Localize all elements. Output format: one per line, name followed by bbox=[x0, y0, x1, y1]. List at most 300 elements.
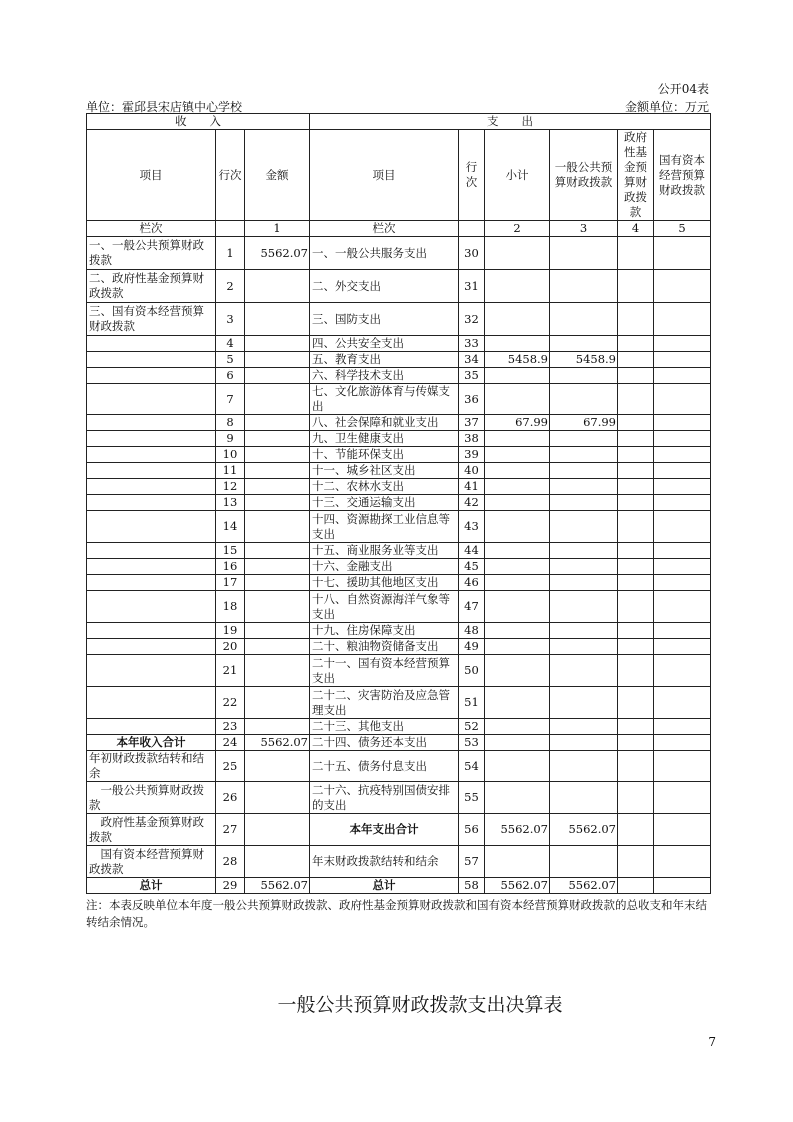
general-budget-amount bbox=[550, 237, 618, 270]
general-budget-amount bbox=[550, 591, 618, 623]
expense-subtotal bbox=[485, 495, 550, 511]
state-capital-amount bbox=[654, 575, 711, 591]
expense-item: 二十四、债务还本支出 bbox=[310, 735, 459, 751]
state-capital-amount bbox=[654, 368, 711, 384]
column-index: 5 bbox=[654, 221, 711, 237]
expense-subtotal bbox=[485, 463, 550, 479]
column-index: 2 bbox=[485, 221, 550, 237]
general-budget-amount bbox=[550, 336, 618, 352]
expense-line: 38 bbox=[459, 431, 485, 447]
expense-item: 六、科学技术支出 bbox=[310, 368, 459, 384]
state-capital-amount bbox=[654, 447, 711, 463]
income-line: 24 bbox=[216, 735, 245, 751]
income-amount bbox=[245, 846, 310, 878]
expense-subtotal bbox=[485, 543, 550, 559]
expense-subtotal bbox=[485, 368, 550, 384]
general-budget-amount bbox=[550, 463, 618, 479]
table-row bbox=[87, 447, 711, 463]
income-item: 二、政府性基金预算财政拨款 bbox=[87, 270, 216, 303]
gov-fund-amount bbox=[618, 735, 654, 751]
expense-subtotal bbox=[485, 719, 550, 735]
gov-fund-amount bbox=[618, 591, 654, 623]
expense-line: 47 bbox=[459, 591, 485, 623]
expense-item: 五、教育支出 bbox=[310, 352, 459, 368]
income-line: 25 bbox=[216, 751, 245, 782]
table-row bbox=[87, 463, 711, 479]
income-item bbox=[87, 687, 216, 719]
table-row bbox=[87, 479, 711, 495]
income-amount bbox=[245, 559, 310, 575]
expense-item: 四、公共安全支出 bbox=[310, 336, 459, 352]
income-item bbox=[87, 463, 216, 479]
gov-fund-amount bbox=[618, 511, 654, 543]
income-item bbox=[87, 639, 216, 655]
income-line: 11 bbox=[216, 463, 245, 479]
table-row bbox=[87, 623, 711, 639]
gov-fund-amount bbox=[618, 479, 654, 495]
income-item bbox=[87, 623, 216, 639]
expense-subtotal: 5562.07 bbox=[485, 878, 550, 894]
expense-subtotal: 5458.9 bbox=[485, 352, 550, 368]
column-index: 3 bbox=[550, 221, 618, 237]
expense-line: 52 bbox=[459, 719, 485, 735]
income-item: 三、国有资本经营预算财政拨款 bbox=[87, 303, 216, 336]
table-row bbox=[87, 431, 711, 447]
income-line: 15 bbox=[216, 543, 245, 559]
column-header: 国有资本经营预算财政拨款 bbox=[654, 130, 711, 221]
expense-item: 一、一般公共服务支出 bbox=[310, 237, 459, 270]
income-item bbox=[87, 543, 216, 559]
general-budget-amount bbox=[550, 639, 618, 655]
expense-line: 35 bbox=[459, 368, 485, 384]
column-index: 栏次 bbox=[310, 221, 459, 237]
state-capital-amount bbox=[654, 479, 711, 495]
income-amount bbox=[245, 415, 310, 431]
expense-subtotal bbox=[485, 591, 550, 623]
general-budget-amount: 5562.07 bbox=[550, 878, 618, 894]
state-capital-amount bbox=[654, 415, 711, 431]
page-number: 7 bbox=[708, 1035, 716, 1049]
expense-subtotal bbox=[485, 639, 550, 655]
income-line: 28 bbox=[216, 846, 245, 878]
table-row bbox=[87, 543, 711, 559]
expense-item: 十六、金融支出 bbox=[310, 559, 459, 575]
state-capital-amount bbox=[654, 655, 711, 687]
expense-line: 50 bbox=[459, 655, 485, 687]
gov-fund-amount bbox=[618, 431, 654, 447]
table-row bbox=[87, 655, 711, 687]
table-row bbox=[87, 368, 711, 384]
general-budget-amount bbox=[550, 511, 618, 543]
expense-subtotal bbox=[485, 655, 550, 687]
expense-item: 十四、资源勘探工业信息等支出 bbox=[310, 511, 459, 543]
income-item bbox=[87, 415, 216, 431]
table-row bbox=[87, 495, 711, 511]
gov-fund-amount bbox=[618, 575, 654, 591]
general-budget-amount bbox=[550, 303, 618, 336]
table-row bbox=[87, 735, 711, 751]
column-header: 金额 bbox=[245, 130, 310, 221]
table-row bbox=[87, 237, 711, 270]
income-line: 14 bbox=[216, 511, 245, 543]
gov-fund-amount bbox=[618, 447, 654, 463]
table-row bbox=[87, 751, 711, 782]
expense-subtotal bbox=[485, 447, 550, 463]
expense-line: 58 bbox=[459, 878, 485, 894]
gov-fund-amount bbox=[618, 384, 654, 415]
expense-line: 40 bbox=[459, 463, 485, 479]
table-row bbox=[87, 687, 711, 719]
general-budget-amount bbox=[550, 368, 618, 384]
income-line: 8 bbox=[216, 415, 245, 431]
income-amount bbox=[245, 687, 310, 719]
gov-fund-amount bbox=[618, 303, 654, 336]
income-item bbox=[87, 384, 216, 415]
general-budget-amount bbox=[550, 655, 618, 687]
gov-fund-amount bbox=[618, 270, 654, 303]
expense-item: 十五、商业服务业等支出 bbox=[310, 543, 459, 559]
income-item bbox=[87, 655, 216, 687]
income-amount bbox=[245, 336, 310, 352]
income-line: 26 bbox=[216, 782, 245, 814]
table-row bbox=[87, 591, 711, 623]
table-row bbox=[87, 719, 711, 735]
state-capital-amount bbox=[654, 511, 711, 543]
expense-line: 54 bbox=[459, 751, 485, 782]
table-row bbox=[87, 336, 711, 352]
income-amount bbox=[245, 495, 310, 511]
income-line: 16 bbox=[216, 559, 245, 575]
gov-fund-amount bbox=[618, 495, 654, 511]
column-header: 项目 bbox=[310, 130, 459, 221]
gov-fund-amount bbox=[618, 543, 654, 559]
gov-fund-amount bbox=[618, 623, 654, 639]
column-header: 行次 bbox=[459, 130, 485, 221]
gov-fund-amount bbox=[618, 846, 654, 878]
income-amount bbox=[245, 575, 310, 591]
column-header: 小计 bbox=[485, 130, 550, 221]
page-content bbox=[86, 113, 716, 1049]
expense-subtotal bbox=[485, 303, 550, 336]
income-amount bbox=[245, 591, 310, 623]
income-item bbox=[87, 591, 216, 623]
table-row bbox=[87, 846, 711, 878]
expense-item: 十九、住房保障支出 bbox=[310, 623, 459, 639]
income-item: 一般公共预算财政拨款 bbox=[87, 782, 216, 814]
state-capital-amount bbox=[654, 463, 711, 479]
gov-fund-amount bbox=[618, 352, 654, 368]
column-index: 1 bbox=[245, 221, 310, 237]
expense-item: 八、社会保障和就业支出 bbox=[310, 415, 459, 431]
reporting-unit: 单位：霍邱县宋店镇中心学校 bbox=[86, 100, 243, 114]
expense-subtotal bbox=[485, 431, 550, 447]
expense-line: 46 bbox=[459, 575, 485, 591]
expense-line: 34 bbox=[459, 352, 485, 368]
next-table-title: 一般公共预算财政拨款支出决算表 bbox=[277, 994, 563, 1016]
expense-line: 56 bbox=[459, 814, 485, 846]
expense-header: 支 出 bbox=[310, 114, 711, 130]
income-item bbox=[87, 447, 216, 463]
expense-line: 44 bbox=[459, 543, 485, 559]
income-line: 19 bbox=[216, 623, 245, 639]
expense-item: 七、文化旅游体育与传媒支出 bbox=[310, 384, 459, 415]
money-unit: 金额单位：万元 bbox=[624, 100, 709, 114]
expense-subtotal bbox=[485, 479, 550, 495]
expense-subtotal bbox=[485, 559, 550, 575]
income-item bbox=[87, 431, 216, 447]
gov-fund-amount bbox=[618, 559, 654, 575]
column-header: 政府性基金预算财政拨款 bbox=[618, 130, 654, 221]
income-amount bbox=[245, 543, 310, 559]
income-amount bbox=[245, 814, 310, 846]
state-capital-amount bbox=[654, 336, 711, 352]
income-line: 17 bbox=[216, 575, 245, 591]
general-budget-amount bbox=[550, 431, 618, 447]
income-line: 5 bbox=[216, 352, 245, 368]
form-number: 公开04表 bbox=[657, 82, 709, 96]
state-capital-amount bbox=[654, 431, 711, 447]
general-budget-amount bbox=[550, 270, 618, 303]
table-row bbox=[87, 814, 711, 846]
expense-subtotal: 67.99 bbox=[485, 415, 550, 431]
expense-item: 十八、自然资源海洋气象等支出 bbox=[310, 591, 459, 623]
income-item bbox=[87, 336, 216, 352]
income-line: 10 bbox=[216, 447, 245, 463]
income-item: 一、一般公共预算财政拨款 bbox=[87, 237, 216, 270]
income-amount bbox=[245, 655, 310, 687]
expense-line: 41 bbox=[459, 479, 485, 495]
gov-fund-amount bbox=[618, 237, 654, 270]
state-capital-amount bbox=[654, 384, 711, 415]
general-budget-amount: 5562.07 bbox=[550, 814, 618, 846]
income-item: 本年收入合计 bbox=[87, 735, 216, 751]
expense-item: 十一、城乡社区支出 bbox=[310, 463, 459, 479]
income-amount bbox=[245, 384, 310, 415]
table-row bbox=[87, 782, 711, 814]
expense-subtotal bbox=[485, 687, 550, 719]
general-budget-amount bbox=[550, 543, 618, 559]
gov-fund-amount bbox=[618, 639, 654, 655]
column-index bbox=[216, 221, 245, 237]
income-line: 27 bbox=[216, 814, 245, 846]
column-index bbox=[459, 221, 485, 237]
gov-fund-amount bbox=[618, 415, 654, 431]
general-budget-amount bbox=[550, 735, 618, 751]
expense-line: 51 bbox=[459, 687, 485, 719]
income-line: 13 bbox=[216, 495, 245, 511]
income-item bbox=[87, 511, 216, 543]
expense-line: 37 bbox=[459, 415, 485, 431]
general-budget-amount bbox=[550, 575, 618, 591]
state-capital-amount bbox=[654, 495, 711, 511]
expense-line: 57 bbox=[459, 846, 485, 878]
income-item bbox=[87, 495, 216, 511]
gov-fund-amount bbox=[618, 463, 654, 479]
gov-fund-amount bbox=[618, 687, 654, 719]
income-amount bbox=[245, 623, 310, 639]
state-capital-amount bbox=[654, 352, 711, 368]
expense-item: 二十、粮油物资储备支出 bbox=[310, 639, 459, 655]
general-budget-amount bbox=[550, 559, 618, 575]
state-capital-amount bbox=[654, 623, 711, 639]
gov-fund-amount bbox=[618, 719, 654, 735]
state-capital-amount bbox=[654, 270, 711, 303]
income-line: 21 bbox=[216, 655, 245, 687]
general-budget-amount bbox=[550, 479, 618, 495]
table-row bbox=[87, 511, 711, 543]
column-header: 一般公共预算财政拨款 bbox=[550, 130, 618, 221]
income-item bbox=[87, 559, 216, 575]
income-item bbox=[87, 368, 216, 384]
gov-fund-amount bbox=[618, 368, 654, 384]
column-header: 行次 bbox=[216, 130, 245, 221]
general-budget-amount bbox=[550, 846, 618, 878]
income-amount bbox=[245, 447, 310, 463]
expense-subtotal bbox=[485, 270, 550, 303]
gov-fund-amount bbox=[618, 782, 654, 814]
gov-fund-amount bbox=[618, 878, 654, 894]
expense-line: 39 bbox=[459, 447, 485, 463]
expense-subtotal bbox=[485, 511, 550, 543]
expense-line: 42 bbox=[459, 495, 485, 511]
expense-subtotal bbox=[485, 846, 550, 878]
table-row bbox=[87, 415, 711, 431]
income-item bbox=[87, 479, 216, 495]
income-item: 国有资本经营预算财政拨款 bbox=[87, 846, 216, 878]
general-budget-amount bbox=[550, 782, 618, 814]
general-budget-amount: 5458.9 bbox=[550, 352, 618, 368]
income-line: 20 bbox=[216, 639, 245, 655]
income-amount bbox=[245, 463, 310, 479]
income-item bbox=[87, 575, 216, 591]
state-capital-amount bbox=[654, 782, 711, 814]
expense-item: 二十二、灾害防治及应急管理支出 bbox=[310, 687, 459, 719]
general-budget-amount bbox=[550, 751, 618, 782]
state-capital-amount bbox=[654, 543, 711, 559]
expense-line: 31 bbox=[459, 270, 485, 303]
expense-item: 总计 bbox=[310, 878, 459, 894]
state-capital-amount bbox=[654, 846, 711, 878]
column-index: 4 bbox=[618, 221, 654, 237]
table-row bbox=[87, 270, 711, 303]
income-line: 12 bbox=[216, 479, 245, 495]
table-row bbox=[87, 303, 711, 336]
income-amount bbox=[245, 431, 310, 447]
state-capital-amount bbox=[654, 237, 711, 270]
state-capital-amount bbox=[654, 878, 711, 894]
income-amount bbox=[245, 303, 310, 336]
income-item: 政府性基金预算财政拨款 bbox=[87, 814, 216, 846]
expense-subtotal bbox=[485, 735, 550, 751]
expense-item: 十三、交通运输支出 bbox=[310, 495, 459, 511]
table-row bbox=[87, 639, 711, 655]
state-capital-amount bbox=[654, 751, 711, 782]
gov-fund-amount bbox=[618, 655, 654, 687]
income-line: 23 bbox=[216, 719, 245, 735]
table-row bbox=[87, 559, 711, 575]
income-amount bbox=[245, 352, 310, 368]
expense-line: 30 bbox=[459, 237, 485, 270]
expense-item: 二十六、抗疫特别国债安排的支出 bbox=[310, 782, 459, 814]
expense-item: 年末财政拨款结转和结余 bbox=[310, 846, 459, 878]
income-item: 总计 bbox=[87, 878, 216, 894]
income-line: 18 bbox=[216, 591, 245, 623]
income-amount bbox=[245, 719, 310, 735]
state-capital-amount bbox=[654, 591, 711, 623]
income-line: 3 bbox=[216, 303, 245, 336]
income-amount bbox=[245, 479, 310, 495]
expense-line: 55 bbox=[459, 782, 485, 814]
expense-subtotal bbox=[485, 623, 550, 639]
income-amount bbox=[245, 270, 310, 303]
state-capital-amount bbox=[654, 559, 711, 575]
income-amount bbox=[245, 511, 310, 543]
expense-item: 本年支出合计 bbox=[310, 814, 459, 846]
state-capital-amount bbox=[654, 814, 711, 846]
income-line: 1 bbox=[216, 237, 245, 270]
income-item: 年初财政拨款结转和结余 bbox=[87, 751, 216, 782]
state-capital-amount bbox=[654, 719, 711, 735]
income-line: 29 bbox=[216, 878, 245, 894]
expense-item: 十七、援助其他地区支出 bbox=[310, 575, 459, 591]
expense-subtotal bbox=[485, 384, 550, 415]
expense-subtotal bbox=[485, 751, 550, 782]
income-header: 收 入 bbox=[87, 114, 310, 130]
general-budget-amount bbox=[550, 495, 618, 511]
column-index: 栏次 bbox=[87, 221, 216, 237]
income-amount bbox=[245, 639, 310, 655]
column-header: 项目 bbox=[87, 130, 216, 221]
state-capital-amount bbox=[654, 735, 711, 751]
table-row bbox=[87, 384, 711, 415]
expense-subtotal: 5562.07 bbox=[485, 814, 550, 846]
general-budget-amount: 67.99 bbox=[550, 415, 618, 431]
table-row bbox=[87, 878, 711, 894]
expense-line: 48 bbox=[459, 623, 485, 639]
expense-subtotal bbox=[485, 575, 550, 591]
expense-item: 十、节能环保支出 bbox=[310, 447, 459, 463]
income-line: 9 bbox=[216, 431, 245, 447]
income-item bbox=[87, 719, 216, 735]
expense-item: 二、外交支出 bbox=[310, 270, 459, 303]
table-note: 注：本表反映单位本年度一般公共预算财政拨款、政府性基金预算财政拨款和国有资本经营预算财政拨款的总收支和年末结转结余情况。 bbox=[86, 898, 707, 929]
income-amount bbox=[245, 782, 310, 814]
income-amount: 5562.07 bbox=[245, 237, 310, 270]
expense-line: 45 bbox=[459, 559, 485, 575]
income-item bbox=[87, 352, 216, 368]
income-amount bbox=[245, 751, 310, 782]
gov-fund-amount bbox=[618, 336, 654, 352]
expense-subtotal bbox=[485, 336, 550, 352]
income-amount: 5562.07 bbox=[245, 735, 310, 751]
gov-fund-amount bbox=[618, 814, 654, 846]
expense-item: 二十五、债务付息支出 bbox=[310, 751, 459, 782]
expense-line: 33 bbox=[459, 336, 485, 352]
expense-item: 九、卫生健康支出 bbox=[310, 431, 459, 447]
income-line: 7 bbox=[216, 384, 245, 415]
income-amount: 5562.07 bbox=[245, 878, 310, 894]
expense-line: 32 bbox=[459, 303, 485, 336]
state-capital-amount bbox=[654, 303, 711, 336]
general-budget-amount bbox=[550, 384, 618, 415]
expense-item: 三、国防支出 bbox=[310, 303, 459, 336]
expense-line: 49 bbox=[459, 639, 485, 655]
income-amount bbox=[245, 368, 310, 384]
general-budget-amount bbox=[550, 687, 618, 719]
general-budget-amount bbox=[550, 447, 618, 463]
state-capital-amount bbox=[654, 639, 711, 655]
general-budget-amount bbox=[550, 623, 618, 639]
